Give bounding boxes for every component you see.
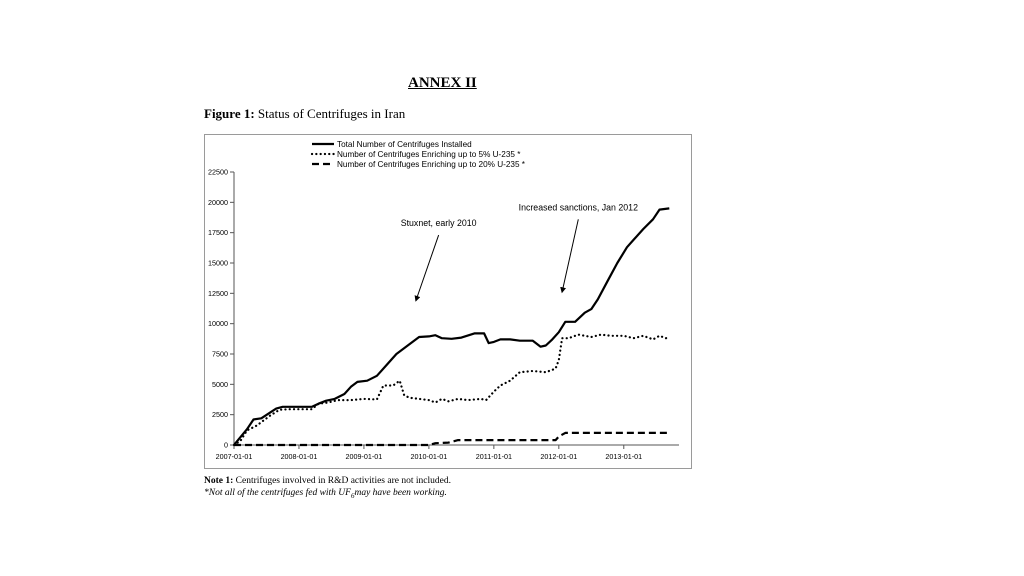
note-1-label: Note 1: <box>204 476 234 486</box>
x-tick-label: 2010-01-01 <box>410 452 448 461</box>
x-tick-label: 2009-01-01 <box>345 452 383 461</box>
x-tick-label: 2008-01-01 <box>280 452 318 461</box>
y-tick-label: 12500 <box>208 288 228 298</box>
x-tick-label: 2007-01-01 <box>215 452 253 461</box>
y-tick-label: 10000 <box>208 319 228 329</box>
y-tick-label: 17500 <box>208 228 228 238</box>
x-tick-label: 2012-01-01 <box>540 452 578 461</box>
y-tick-label: 22500 <box>208 167 228 177</box>
note-1 <box>204 475 451 487</box>
y-tick-label: 5000 <box>212 379 228 389</box>
y-tick-label: 2500 <box>212 410 228 420</box>
x-tick-label: 2011-01-01 <box>475 452 512 461</box>
note-1-text: Centrifuges involved in R&D activities are not included. <box>233 476 451 486</box>
y-tick-label: 20000 <box>208 197 228 207</box>
annotation-sanctions-label: Increased sanctions, Jan 2012 <box>518 202 638 213</box>
centrifuge-chart <box>204 134 692 469</box>
figure-notes <box>204 475 451 502</box>
note-2 <box>204 487 451 502</box>
y-tick-label: 15000 <box>208 258 228 268</box>
legend-label-20pct: Number of Centrifuges Enriching up to 20% U-235 * <box>337 160 525 169</box>
chart-frame <box>204 134 692 474</box>
annex-title: ANNEX II <box>408 75 477 91</box>
y-tick-label: 0 <box>224 440 228 450</box>
note-2-pre: *Not all of the centrifuges fed with UF <box>204 488 351 498</box>
legend-label-total: Total Number of Centrifuges Installed <box>337 140 472 149</box>
y-tick-label: 7500 <box>212 349 228 359</box>
legend-label-5pct: Number of Centrifuges Enriching up to 5% U-235 * <box>337 150 521 159</box>
chart-border <box>205 135 692 469</box>
x-tick-label: 2013-01-01 <box>605 452 643 461</box>
annotation-stuxnet-label: Stuxnet, early 2010 <box>400 218 477 229</box>
note-2-post: may have been working. <box>354 488 447 498</box>
note-2-sub: 6 <box>350 491 355 500</box>
figure-caption <box>204 106 405 122</box>
figure-label: Figure 1: <box>204 106 255 121</box>
figure-title: Status of Centrifuges in Iran <box>254 106 406 121</box>
